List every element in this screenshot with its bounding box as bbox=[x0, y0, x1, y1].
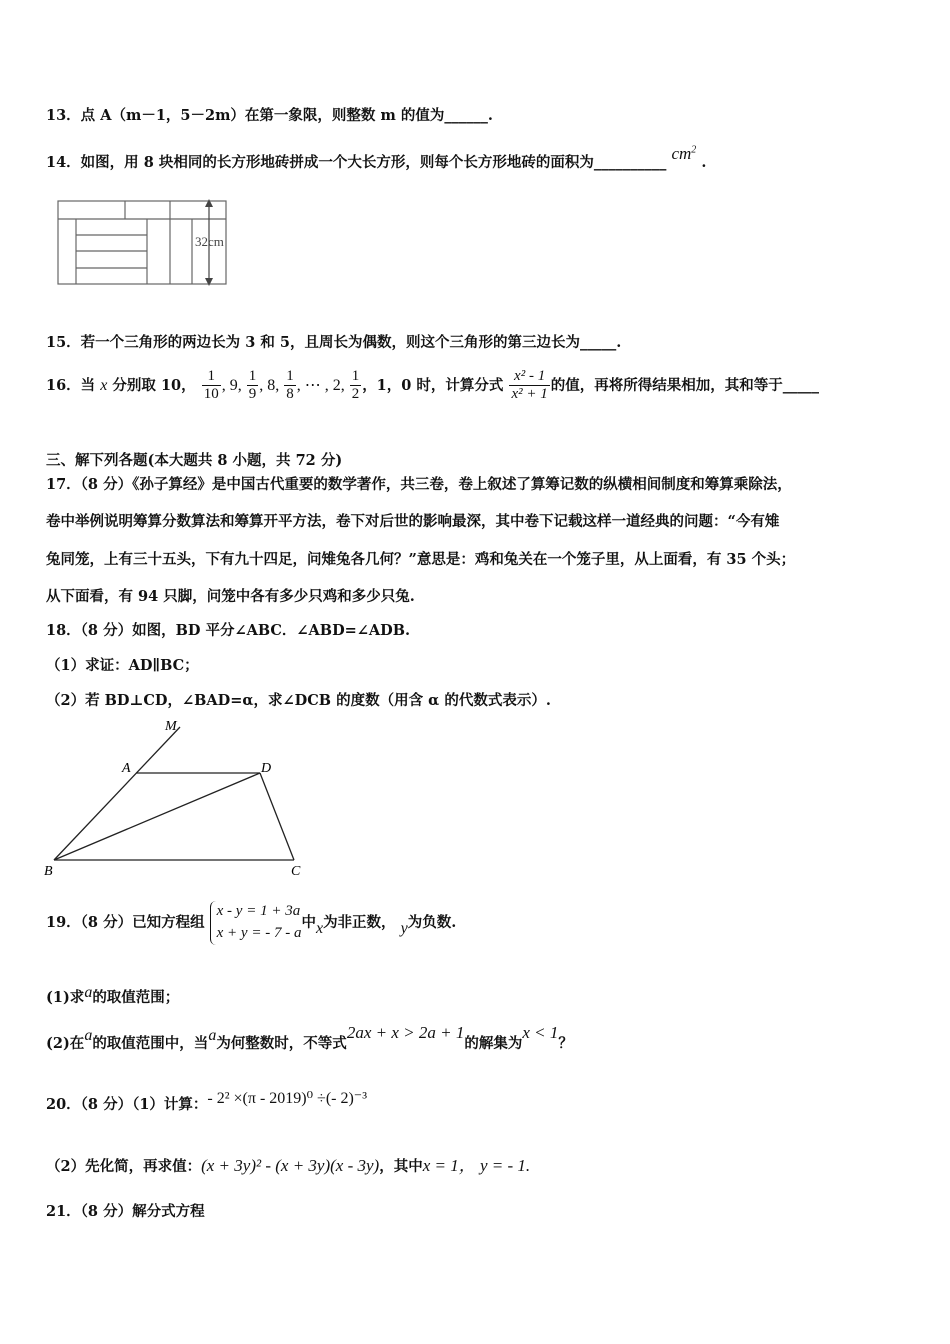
solution-set: x < 1 bbox=[522, 1023, 559, 1042]
q16-var-x: x bbox=[100, 376, 108, 394]
q14-unit: $cm^2$ bbox=[671, 144, 697, 163]
section-3-heading: 三、解下列各题(本大题共 8 小题，共 72 分) bbox=[46, 452, 343, 469]
question-21: 21．（8 分）解分式方程 bbox=[46, 1203, 205, 1220]
question-18-part-1: （1）求证：AD∥BC； bbox=[46, 657, 199, 674]
label-D: D bbox=[261, 761, 272, 776]
q16-prefix: 16．当 bbox=[46, 376, 101, 394]
q20-simplify-expression: (x + 3y)² - (x + 3y)(x - 3y) bbox=[201, 1156, 380, 1175]
frac-1-2: $\frac{1}{2}$ bbox=[351, 368, 360, 403]
q19-mid3: 为负数. bbox=[407, 913, 457, 931]
question-20-part-2: （2）先化简，再求值：(x + 3y)² - (x + 3y)(x - 3y)，其中x = 1， y = - 1. bbox=[46, 1156, 531, 1175]
question-18-part-2: （2）若 BD⊥CD，∠BAD=α，求∠DCB 的度数（用含 α 的代数式表示）. bbox=[46, 692, 551, 709]
q14-text: 14．如图，用 8 块相同的长方形地砖拼成一个大长方形，则每个长方形地砖的面积为__________ bbox=[46, 154, 667, 171]
q19-var-y: y bbox=[400, 919, 408, 937]
question-20-part-1: 20．（8 分）（1）计算：- 2² ×(π - 2019)⁰ ÷(- 2)⁻³ bbox=[46, 1090, 368, 1113]
q20-values: x = 1， y = - 1. bbox=[422, 1156, 531, 1175]
question-15 bbox=[46, 331, 621, 352]
question-19-part-1: (1)求a的取值范围； bbox=[46, 984, 180, 1006]
q16-sep3: , ⋯ , 2, bbox=[296, 376, 349, 394]
label-C: C bbox=[291, 864, 301, 879]
frac-1-8: $\frac{1}{8}$ bbox=[286, 368, 294, 403]
label-B: B bbox=[44, 864, 53, 879]
equation-1: x - y = 1 + 3a bbox=[216, 903, 301, 919]
q16-sep2: , 8, bbox=[259, 376, 284, 394]
question-19 bbox=[46, 901, 456, 945]
question-17-line-1: 17．（8 分）《孙子算经》是中国古代重要的数学著作，共三卷，卷上叙述了算筹记数的纵横相间制度和筹算乘除法， bbox=[46, 476, 792, 493]
q16-expression: $\frac{\text{x² - 1}}{\text{x² + 1}}$ bbox=[511, 368, 548, 403]
q20-calc-expression: - 2² ×(π - 2019)⁰ ÷(- 2)⁻³ bbox=[207, 1090, 368, 1107]
question-16 bbox=[46, 368, 819, 404]
inequality: 2ax + x > 2a + 1 bbox=[346, 1023, 465, 1042]
q16-after-list: ，1，0 时，计算分式 bbox=[362, 376, 504, 394]
frac-1-9: $\frac{1}{9}$ bbox=[248, 368, 257, 403]
question-17-line-4: 从下面看，有 94 只脚，问笼中各有多少只鸡和多少只兔. bbox=[46, 588, 415, 605]
dimension-arrow-up bbox=[205, 199, 213, 207]
frac-1-10: $\frac{1}{10}$ bbox=[203, 368, 219, 403]
equation-system bbox=[210, 901, 302, 945]
ray-BM bbox=[54, 727, 180, 860]
question-14 bbox=[46, 144, 707, 172]
q19-part2-var-a-2: a bbox=[208, 1027, 217, 1044]
q16-mid: 分别取 10， bbox=[107, 376, 196, 394]
q15-text: 15．若一个三角形的两边长为 3 和 5，且周长为偶数，则这个三角形的第三边长为_____. bbox=[46, 334, 622, 351]
q19-mid2: 为非正数， bbox=[323, 913, 396, 931]
question-18-line-1: 18．（8 分）如图，BD 平分∠ABC．∠ABD=∠ADB. bbox=[46, 622, 411, 639]
segment-BD bbox=[54, 773, 260, 860]
dimension-label: 32cm bbox=[195, 234, 224, 249]
q19-var-x: x bbox=[315, 919, 324, 937]
question-17-line-2: 卷中举例说明筹算分数算法和筹算开平方法，卷下对后世的影响最深，其中卷下记载这样一道经典的问题：“今有雉 bbox=[46, 513, 780, 530]
q16-sep1: , 9, bbox=[221, 376, 246, 394]
label-A: A bbox=[122, 761, 131, 776]
q14-end: . bbox=[701, 154, 707, 171]
geometry-figure bbox=[40, 712, 320, 882]
q19-prefix: 19．（8 分）已知方程组 bbox=[46, 913, 205, 931]
segment-DC bbox=[260, 773, 294, 860]
q16-suffix: 的值，再将所得结果相加，其和等于_____ bbox=[550, 376, 820, 394]
question-13 bbox=[46, 104, 493, 125]
q13-text: 13．点 A（m－1，5－2m）在第一象限，则整数 m 的值为______. bbox=[46, 107, 493, 124]
q19-mid1: 中 bbox=[301, 913, 316, 931]
tile-figure bbox=[52, 195, 252, 290]
equation-2: x + y = - 7 - a bbox=[216, 924, 302, 941]
label-M: M bbox=[165, 719, 177, 734]
question-19-part-2: (2)在a的取值范围中，当a为何整数时，不等式2ax + x > 2a + 1的解集为x < 1？ bbox=[46, 1023, 573, 1052]
question-17-line-3: 兔同笼，上有三十五头，下有九十四足，问雉兔各几何？”意思是：鸡和兔关在一个笼子里，从上面看，有 35 个头； bbox=[46, 551, 796, 568]
q19-part2-var-a-1: a bbox=[84, 1027, 93, 1044]
q19-part1-var-a: a bbox=[84, 984, 93, 1001]
dimension-arrow-down bbox=[205, 278, 213, 286]
